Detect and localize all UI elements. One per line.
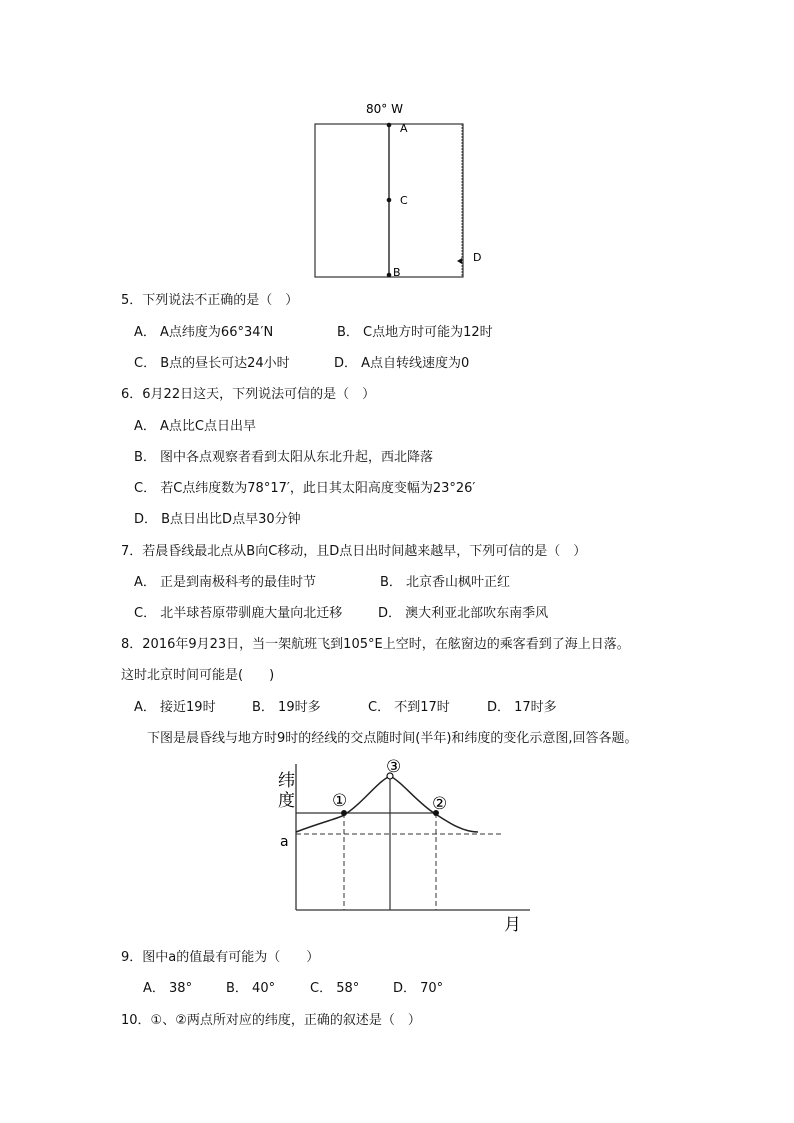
q8-option-a: A． 接近19时 [134, 700, 216, 715]
q5-option-a: A． A点纬度为66°34′N [134, 325, 274, 340]
q7-stem: 7．若晨昏线最北点从B向C移动，且D点日出时间越来越早，下列可信的是（ ） [121, 544, 587, 559]
point-b-dot [387, 273, 392, 278]
ylabel-char-2: 度 [278, 791, 295, 811]
xlabel-text: 月 [504, 915, 521, 935]
q5-option-c: C． B点的昼长可达24小时 [134, 356, 290, 371]
q9-stem: 9．图中a的值最有可能为（ ） [121, 950, 320, 965]
q8-option-b: B． 19时多 [252, 700, 321, 715]
point-c-label: C [400, 194, 408, 207]
q6-option-c: C． 若C点纬度数为78°17′，此日其太阳高度变幅为23°26′ [134, 481, 476, 496]
q6-stem: 6．6月22日这天，下列说法可信的是（ ） [121, 387, 376, 402]
q7-option-c: C． 北半球苔原带驯鹿大量向北迁移 [134, 606, 343, 621]
point-c-dot [387, 198, 392, 203]
ylabel-char-1: 纬 [278, 771, 295, 791]
q6-option-a: A． A点比C点日出早 [134, 419, 256, 434]
q5-option-d: D． A点自转线速度为0 [334, 356, 470, 371]
q9-option-b: B． 40° [226, 981, 276, 996]
a-label: a [280, 834, 289, 850]
q9-option-c: C． 58° [310, 981, 360, 996]
q5-option-b: B． C点地方时可能为12时 [337, 325, 493, 340]
q7-option-a: A． 正是到南极科考的最佳时节 [134, 575, 317, 590]
q8-option-c: C． 不到17时 [368, 700, 450, 715]
q8-stem-line1: 8．2016年9月23日，当一架航班飞到105°E上空时，在舷窗边的乘客看到了海上日落。 [121, 637, 630, 652]
q7-option-b: B． 北京香山枫叶正红 [380, 575, 511, 590]
q9-option-d: D． 70° [393, 981, 444, 996]
point-d-label: D [473, 251, 482, 264]
point-b-label: B [393, 266, 401, 279]
marker-3: ③ [386, 757, 402, 777]
q10-stem: 10．①、②两点所对应的纬度，正确的叙述是（ ） [121, 1013, 421, 1028]
q9-option-a: A． 38° [143, 981, 193, 996]
meridian-label: 80° W [366, 102, 403, 116]
q8-option-d: D． 17时多 [487, 700, 557, 715]
figure-latitude-curve-diagram [262, 754, 534, 938]
latitude-curve [296, 776, 478, 832]
marker-2: ② [432, 794, 448, 814]
q7-option-d: D． 澳大利亚北部吹东南季风 [378, 606, 549, 621]
q6-option-b: B． 图中各点观察者看到太阳从东北升起，西北降落 [134, 450, 434, 465]
figure-meridian-diagram [300, 95, 500, 285]
q8-stem-line2: 这时北京时间可能是( ) [121, 668, 275, 683]
figure2-intro: 下图是晨昏线与地方时9时的经线的交点随时间(半年)和纬度的变化示意图,回答各题。 [147, 731, 638, 746]
point-a-label: A [400, 122, 408, 135]
q6-option-d: D． B点日出比D点早30分钟 [134, 512, 301, 527]
point-d-marker [457, 258, 462, 264]
point-a-dot [387, 123, 392, 128]
q5-stem: 5．下列说法不正确的是（ ） [121, 293, 299, 308]
marker-1: ① [332, 791, 348, 811]
